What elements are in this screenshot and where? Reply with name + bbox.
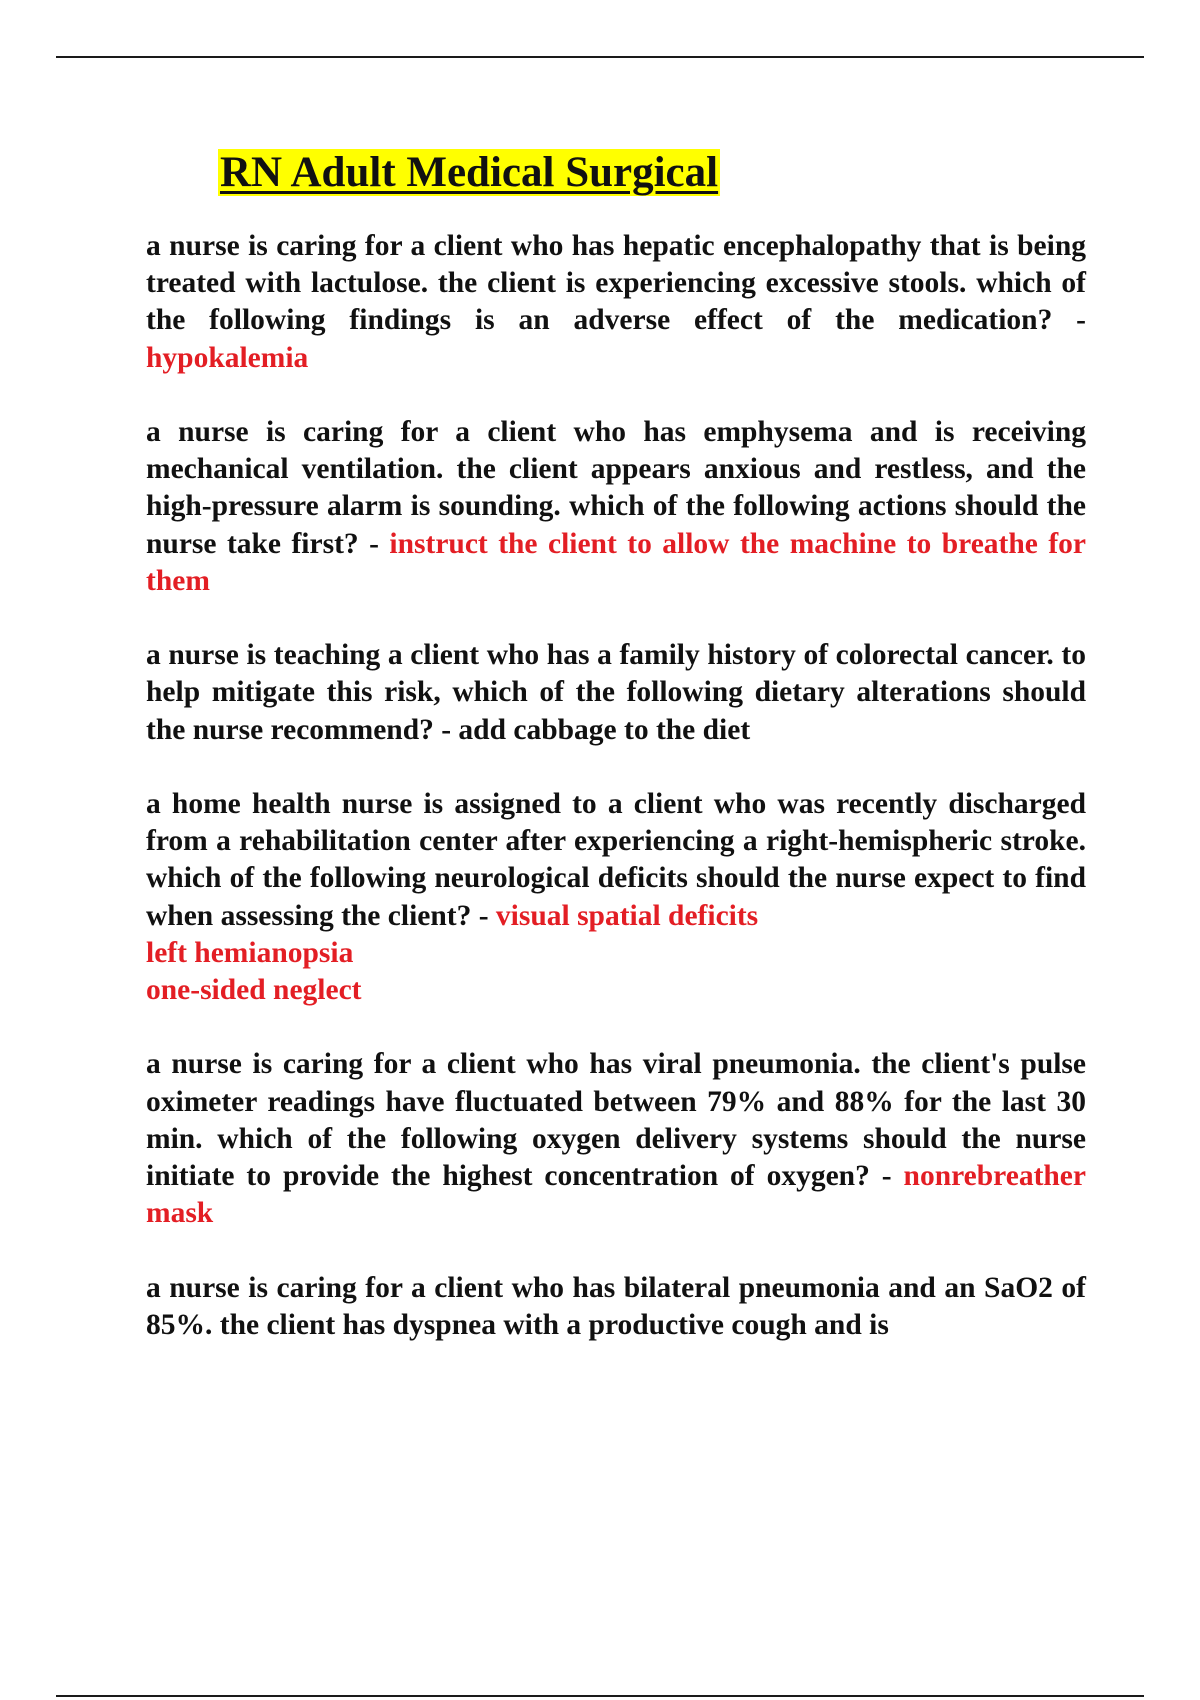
question-list bbox=[146, 228, 1086, 1381]
question-text: a nurse is caring for a client who has hepatic encephalopathy that is being treated with lactulose. the client is experiencing excessive stools. which of the following findings is an adverse effect of the medication? - bbox=[146, 230, 1086, 337]
answer-text: visual spatial deficits bbox=[495, 899, 759, 932]
answer-text: instruct the client to allow the machine to breathe for them bbox=[146, 527, 1087, 597]
answer-text: one-sided neglect bbox=[146, 974, 362, 1007]
question-text: a nurse is caring for a client who has emphysema and is receiving mechanical ventilation. the client appears anxious and restless, and the high-pressure alarm is sounding. which of the following actions should the nurse take first? - bbox=[146, 416, 1086, 560]
question-text: a nurse is caring for a client who has viral pneumonia. the client's pulse oximeter readings have fluctuated between 79% and 88% for the last 30 min. which of the following oxygen delivery systems should the nurse initiate to provide the highest concentration of oxygen? - bbox=[146, 1048, 1086, 1193]
document-title bbox=[218, 147, 720, 199]
answer-text: hypokalemia bbox=[146, 341, 309, 374]
answer-text: nonrebreather mask bbox=[146, 1160, 1086, 1230]
question-item bbox=[146, 414, 1086, 600]
question-text: a home health nurse is assigned to a client who was recently discharged from a rehabilitation center after experiencing a right-hemispheric stroke. which of the following neurological deficits should the nurse expect to find when assessing the client? - bbox=[146, 788, 1086, 932]
answer-text: left hemianopsia bbox=[146, 936, 354, 969]
bottom-divider bbox=[56, 1695, 1144, 1697]
question-item bbox=[146, 1046, 1086, 1232]
question-item bbox=[146, 637, 1086, 749]
question-item bbox=[146, 1270, 1086, 1344]
question-text: a nurse is caring for a client who has bilateral pneumonia and an SaO2 of 85%. the client has dyspnea with a productive cough and is bbox=[146, 1271, 1086, 1341]
question-item bbox=[146, 228, 1086, 377]
top-divider bbox=[56, 56, 1144, 58]
question-text: a nurse is teaching a client who has a family history of colorectal cancer. to help mitigate this risk, which of the following dietary alterations should the nurse recommend? - add cabbage to the diet bbox=[146, 639, 1086, 746]
question-item bbox=[146, 786, 1086, 1009]
document-title-text: RN Adult Medical Surgical bbox=[220, 149, 719, 196]
